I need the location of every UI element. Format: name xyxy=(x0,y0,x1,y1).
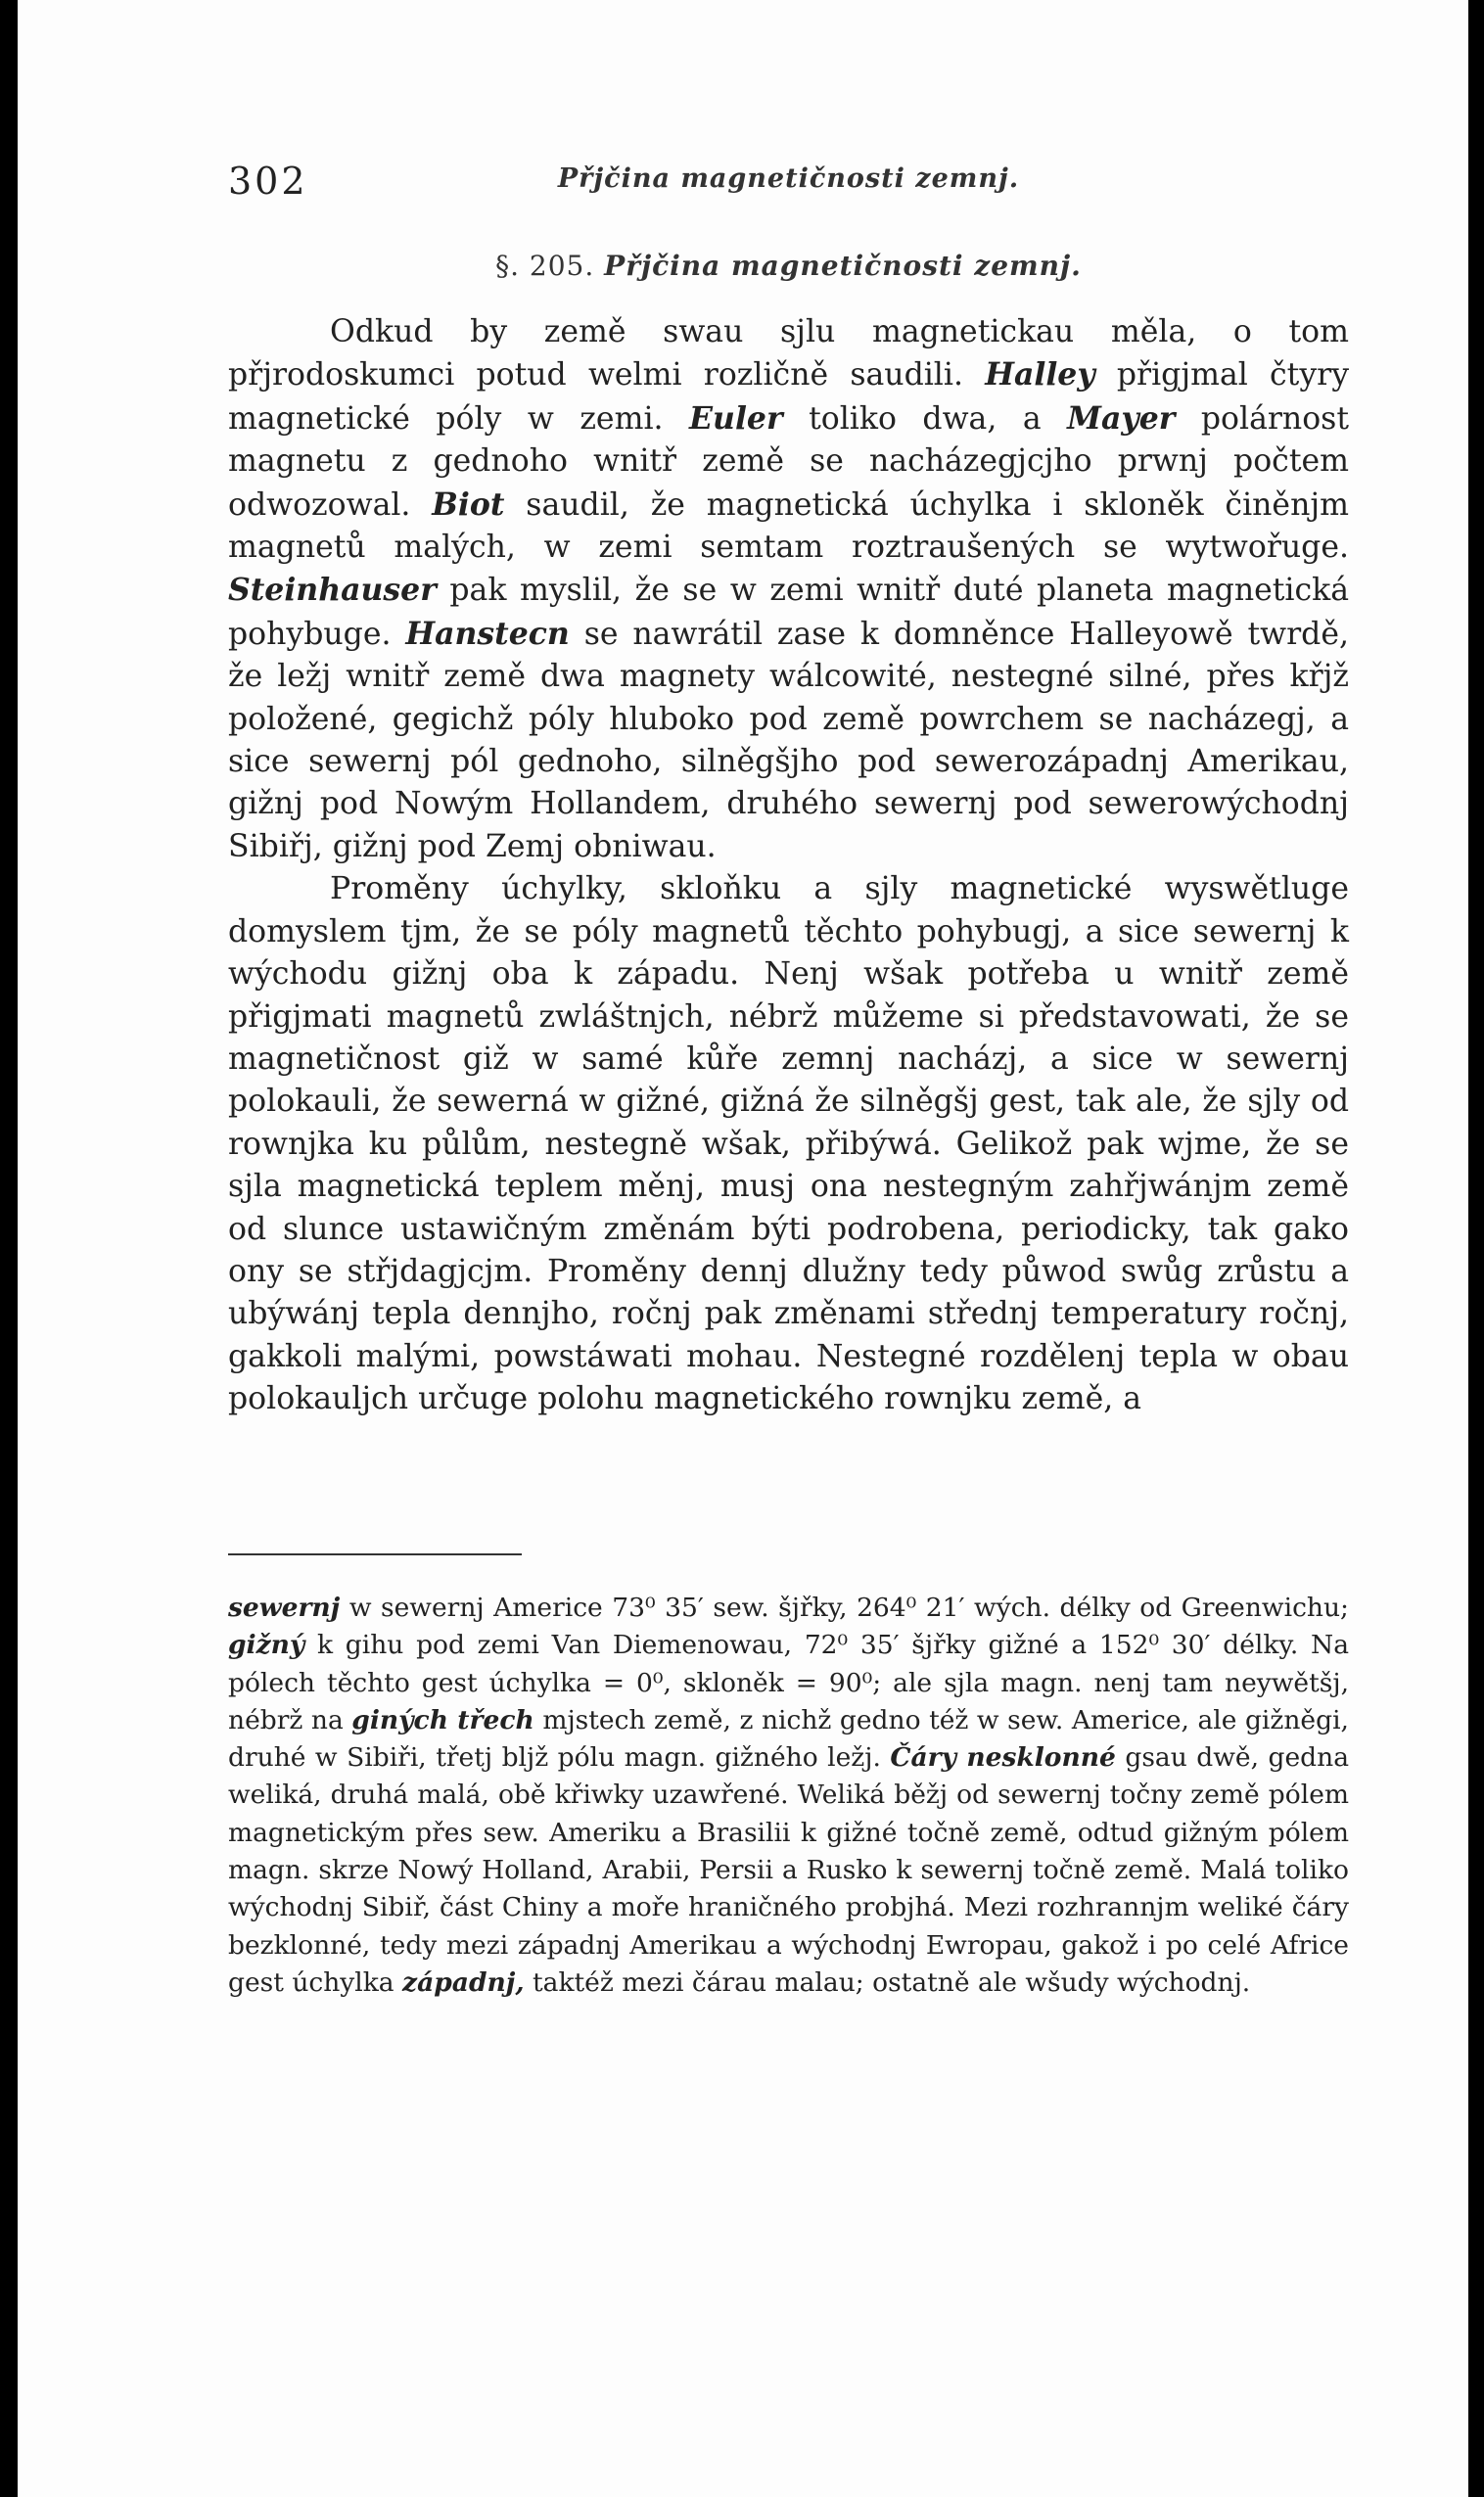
footnote-rule xyxy=(228,1553,522,1555)
text-run: přigjmal čtyry magnetické póly w zemi. xyxy=(228,357,1349,437)
footnote-text-run: k gihu pod zemi Van Diemenowau, 72⁰ 35′ šjřky gižné a 152⁰ 30′ délky. Na pólech těchto gest úchylka = 0⁰, skloněk = 90⁰; ale sjla magn. nenj tam neywětšj, nébrž na xyxy=(228,1630,1349,1735)
section-title: Přjčina magnetičnosti zemnj. xyxy=(604,250,1082,282)
footnote-keyword: západnj, xyxy=(402,1966,525,1998)
footnote-text-run: gsau dwě, gedna weliká, druhá malá, obě křiwky uzawřené. Weliká běžj od sewernj točny země pólem magnetickým přes sew. Ameriku a Brasilii k gižné točně země, odtud gižným pólem magn. skrze Nowý Holland, Arabii, Persii a Rusko k sewernj točně země. Malá toliko wýchodnj Sibiř, část Chiny a moře hraničného probjhá. Mezi rozhrannjm weliké čáry bezklonné, tedy mezi západnj Amerikau a wýchodnj Ewropau, gakož i po celé Africe gest úchylka xyxy=(228,1742,1349,1998)
text-run: pak myslil, že se w zemi wnitř duté planeta magnetická pohybuge. xyxy=(228,573,1349,652)
footnote-text-run: taktéž mezi čárau malau; ostatně ale wšudy wýchodnj. xyxy=(533,1966,1251,1998)
paragraph-2: Proměny úchylky, skloňku a sjly magnetické wyswětluge domyslem tjm, že se póly magnetů těchto pohybugj, a sice sewernj k wýchodu gižnj oba k západu. Nenj wšak potřeba u wnitř země přigjmati magnetů zwláštnjch, nébrž můžeme si představowati, že se magnetičnost giž w samé kůře zemnj nacházj, a sice w sewernj polokauli, že sewerná w gižné, gižná že silněgšj gest, tak ale, že sjly od rownjka ku půlům, nestegně wšak, přibýwá. Gelikož pak wjme, že se sjla magnetická teplem měnj, musj ona nestegným zahřjwánjm země od slunce ustawičným změnám býti podrobena, periodicky, tak gako ony se střjdagjcjm. Proměny dennj dlužny tedy půwod swůg zrůstu a ubýwánj tepla dennjho, ročnj pak změnami střednj temperatury ročnj, gakkoli malými, powstáwati mohau. Nestegné rozdělenj tepla w obau polokauljch určuge polohu magnetického rownjku země, a xyxy=(228,871,1349,1417)
footnote-keyword: gižný xyxy=(228,1630,305,1661)
name-euler: Euler xyxy=(689,399,783,437)
text-run: saudil, že magnetická úchylka i skloněk činěnjm magnetů malých, w zemi semtam roztraušených se wytwořuge. xyxy=(228,486,1349,566)
running-head: Přjčina magnetičnosti zemnj. xyxy=(557,163,1020,194)
name-hanstecn: Hanstecn xyxy=(405,615,570,652)
footnote-paragraph xyxy=(228,1590,1349,2002)
footnote-keyword: Čáry nesklonné xyxy=(890,1742,1116,1774)
footnote-text-run: mjstech země, z nichž gedno též w sew. Americe, ale gižněgi, druhé w Sibiři, třetj bljž pólu magn. gižného ležj. xyxy=(228,1704,1349,1774)
footnote-keyword: giných třech xyxy=(351,1704,534,1735)
section-heading xyxy=(228,250,1349,282)
page-header xyxy=(228,160,1349,208)
section-number: §. 205. xyxy=(495,250,595,282)
footnote-text-run: w sewernj Americe 73⁰ 35′ sew. šjřky, 264⁰ 21′ wých. délky od Greenwichu; xyxy=(348,1593,1349,1623)
text-run: toliko dwa, a xyxy=(809,400,1042,437)
book-page xyxy=(18,0,1468,2497)
name-steinhauser: Steinhauser xyxy=(228,572,437,609)
text-run: Odkud by země swau sjlu magnetickau měla, o tom přjrodoskumci potud welmi rozličně saudili. xyxy=(228,314,1349,393)
text-run: polárnost magnetu z gednoho wnitř země se nacházegjcjho prwnj počtem odwozowal. xyxy=(228,400,1350,523)
page-number: 302 xyxy=(228,160,308,203)
text-run: se nawrátil zase k domněnce Halleyowě twrdě, že ležj wnitř země dwa magnety wálcowité, nestegné silné, přes křjž položené, gegichž póly hluboko pod země powrchem se nacházegj, a sice sewernj pól gednoho, silněgšjho pod sewerozápadnj Amerikau, gižnj pod Nowým Hollandem, druhého sewernj pod sewerowýchodnj Sibiřj, gižnj pod Zemj obniwau. xyxy=(228,616,1349,864)
main-text xyxy=(228,311,1349,1421)
paragraph-1 xyxy=(228,311,1349,868)
name-biot: Biot xyxy=(432,486,505,523)
footnote xyxy=(228,1590,1349,2002)
name-mayer: Mayer xyxy=(1067,399,1176,437)
name-halley: Halley xyxy=(985,356,1095,393)
footnote-keyword: sewernj xyxy=(228,1593,341,1623)
